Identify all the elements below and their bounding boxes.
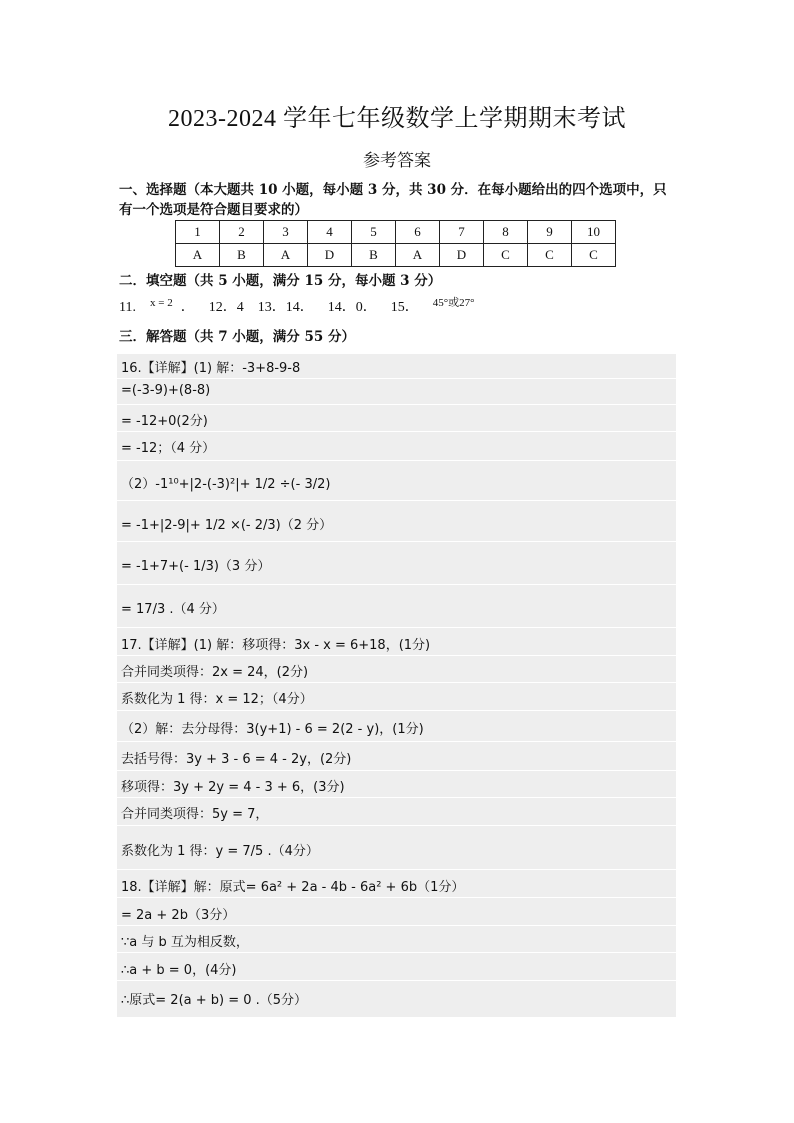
- table-cell: A: [176, 244, 220, 267]
- table-cell: 2: [220, 221, 264, 244]
- page-title: 2023-2024 学年七年级数学上学期期末考试: [168, 106, 626, 132]
- divider: [117, 682, 676, 683]
- fill-item: ．: [180, 300, 195, 315]
- table-cell: C: [484, 244, 528, 267]
- divider: [117, 378, 676, 379]
- table-cell: 5: [352, 221, 396, 244]
- divider: [117, 404, 676, 405]
- solution-line: 去括号得：3y + 3 - 6 = 4 - 2y，(2分): [121, 752, 352, 767]
- divider: [117, 500, 676, 501]
- table-cell: 4: [308, 221, 352, 244]
- divider: [117, 541, 676, 542]
- solution-line: 合并同类项得：5y = 7，: [121, 807, 269, 822]
- divider: [117, 431, 676, 432]
- solution-line: 16.【详解】(1) 解：-3+8-9-8: [121, 361, 301, 376]
- section-2-heading: 二．填空题（共 5 小题，满分 15 分，每小题 3 分）: [119, 273, 442, 289]
- solution-line: =(-3-9)+(8-8): [121, 383, 211, 398]
- solution-line: 移项得：3y + 2y = 4 - 3 + 6，(3分): [121, 780, 345, 795]
- page-subtitle: 参考答案: [363, 151, 431, 171]
- divider: [117, 741, 676, 742]
- table-cell: C: [528, 244, 572, 267]
- table-cell: 10: [572, 221, 616, 244]
- answer-table: [175, 220, 616, 267]
- solution-line: 系数化为 1 得：y = 7/5 .（4分）: [121, 844, 319, 859]
- table-cell: 8: [484, 221, 528, 244]
- divider: [117, 770, 676, 771]
- fill-item: 13．14．: [257, 300, 314, 315]
- answer-table-answer-row: [176, 244, 616, 267]
- solution-line: = -12；（4 分）: [121, 441, 216, 456]
- divider: [117, 627, 676, 628]
- table-cell: 1: [176, 221, 220, 244]
- table-cell: C: [572, 244, 616, 267]
- fill-item: 15．: [390, 300, 419, 315]
- fill-item: 14．0．: [327, 300, 377, 315]
- divider: [117, 980, 676, 981]
- solution-line: 系数化为 1 得：x = 12；（4分）: [121, 692, 313, 707]
- fill-item: 45°或27°: [432, 297, 475, 309]
- table-cell: 7: [440, 221, 484, 244]
- fill-item: 12．4: [208, 300, 244, 315]
- solution-line: （2）-1¹⁰+|2-(-3)²|+ 1/2 ÷(- 3/2): [121, 477, 331, 492]
- table-cell: A: [396, 244, 440, 267]
- table-cell: 6: [396, 221, 440, 244]
- solution-line: = -1+7+(- 1/3)（3 分）: [121, 559, 271, 574]
- table-cell: B: [352, 244, 396, 267]
- answer-table-number-row: [176, 221, 616, 244]
- table-cell: 3: [264, 221, 308, 244]
- fill-in-answers: [119, 296, 483, 316]
- solution-line: （2）解：去分母得：3(y+1) - 6 = 2(2 - y)，(1分): [121, 722, 424, 737]
- solution-line: ∴原式= 2(a + b) = 0 .（5分）: [121, 993, 308, 1008]
- solution-line: ∵a 与 b 互为相反数，: [121, 935, 249, 950]
- solution-line: 合并同类项得：2x = 24，(2分): [121, 665, 309, 680]
- divider: [117, 710, 676, 711]
- solution-line: = 2a + 2b（3分）: [121, 908, 236, 923]
- solution-line: 18.【详解】解：原式= 6a² + 2a - 4b - 6a² + 6b（1分）: [121, 880, 465, 895]
- section-3-heading: 三．解答题（共 7 小题，满分 55 分）: [119, 329, 355, 345]
- divider: [117, 460, 676, 461]
- table-cell: B: [220, 244, 264, 267]
- fill-item: x = 2: [149, 297, 173, 309]
- table-cell: 9: [528, 221, 572, 244]
- divider: [117, 584, 676, 585]
- table-cell: D: [440, 244, 484, 267]
- solution-line: = -1+|2-9|+ 1/2 ×(- 2/3)（2 分）: [121, 518, 333, 533]
- divider: [117, 655, 676, 656]
- divider: [117, 952, 676, 953]
- table-cell: A: [264, 244, 308, 267]
- solution-line: = -12+0(2分): [121, 414, 208, 429]
- fill-item: 11.: [119, 300, 136, 315]
- divider: [117, 897, 676, 898]
- divider: [117, 925, 676, 926]
- divider: [117, 869, 676, 870]
- section-1-heading: 一、选择题（本大题共 10 小题，每小题 3 分，共 30 分．在每小题给出的四个选项中，只有一个选项是符合题目要求的）: [119, 182, 667, 218]
- solution-line: ∴a + b = 0，(4分): [121, 963, 237, 978]
- table-cell: D: [308, 244, 352, 267]
- divider: [117, 825, 676, 826]
- divider: [117, 797, 676, 798]
- solution-line: = 17/3 .（4 分）: [121, 602, 225, 617]
- solution-line: 17.【详解】(1) 解：移项得：3x - x = 6+18，(1分): [121, 638, 431, 653]
